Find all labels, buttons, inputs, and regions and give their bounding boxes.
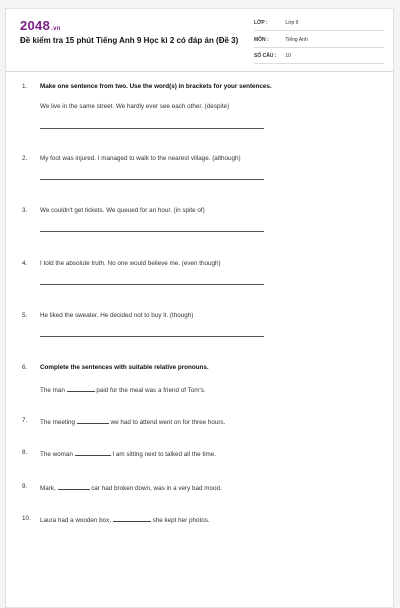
document-title: Đề kiểm tra 15 phút Tiếng Anh 9 Học kì 2 có đáp án (Đề 3) [20,36,239,45]
meta-class-value: Lớp 9 [285,20,299,26]
answer-line[interactable] [40,336,264,337]
answer-line[interactable] [40,284,264,285]
question-text [40,515,210,524]
question-number: 4. [22,260,28,267]
question-number: 1. [22,83,28,90]
text-after-blank: we had to attend went on for three hours. [110,419,226,426]
fill-in-blank[interactable] [75,449,111,456]
question-text [40,483,222,492]
text-before-blank: Mark, [40,485,56,492]
answer-line[interactable] [40,128,264,129]
meta-class [254,16,384,31]
text-before-blank: Laura had a wooden box, [40,517,112,524]
question-text [40,385,206,394]
question-number: 9. [22,483,28,490]
meta-class-label: LỚP : [254,20,268,26]
fill-in-blank[interactable] [77,417,109,424]
text-before-blank: The man [40,387,65,394]
question-number: 3. [22,207,28,214]
question-text [40,417,225,426]
section-heading: Complete the sentences with suitable relative pronouns. [40,364,209,371]
question-number: 7. [22,417,28,424]
question-number: 2. [22,155,28,162]
logo-suffix: .vn [51,26,61,32]
text-after-blank: paid for the meal was a friend of Tom's. [96,387,206,394]
section-heading: Make one sentence from two. Use the word(s) in brackets for your sentences. [40,83,272,90]
question-text [40,449,216,458]
question-text: I told the absolute truth. No one would believe me. (even though) [40,260,221,267]
text-after-blank: I am sitting next to talked all the time. [112,451,217,458]
question-number: 6. [22,364,28,371]
fill-in-blank[interactable] [113,515,151,522]
question-text: We live in the same street. We hardly ever see each other. (despite) [40,103,230,110]
exam-sheet [5,8,394,608]
site-logo[interactable] [20,18,61,33]
meta-subject-value: Tiếng Anh [285,37,308,43]
meta-count-value: 10 [285,53,291,59]
question-text: He liked the sweater. He decided not to buy it. (though) [40,312,194,319]
text-before-blank: The meeting [40,419,76,426]
meta-subject-label: MÔN : [254,37,269,43]
meta-subject [254,33,384,48]
question-text: My foot was injured. I managed to walk to the nearest village. (although) [40,155,241,162]
meta-count-label: SỐ CÂU : [254,53,277,59]
question-text: We couldn't get tickets. We queued for an hour. (in spite of) [40,207,205,214]
meta-question-count [254,49,384,64]
question-number: 8. [22,449,28,456]
question-number: 5. [22,312,28,319]
fill-in-blank[interactable] [67,385,95,392]
text-after-blank: car had broken down, was in a very bad mood. [91,485,222,492]
fill-in-blank[interactable] [58,483,90,490]
answer-line[interactable] [40,179,264,180]
question-number: 10. [22,515,31,522]
logo-text: 2048 [20,18,51,33]
text-after-blank: she kept her photos. [152,517,210,524]
answer-line[interactable] [40,231,264,232]
exam-header [6,9,393,72]
text-before-blank: The woman [40,451,73,458]
